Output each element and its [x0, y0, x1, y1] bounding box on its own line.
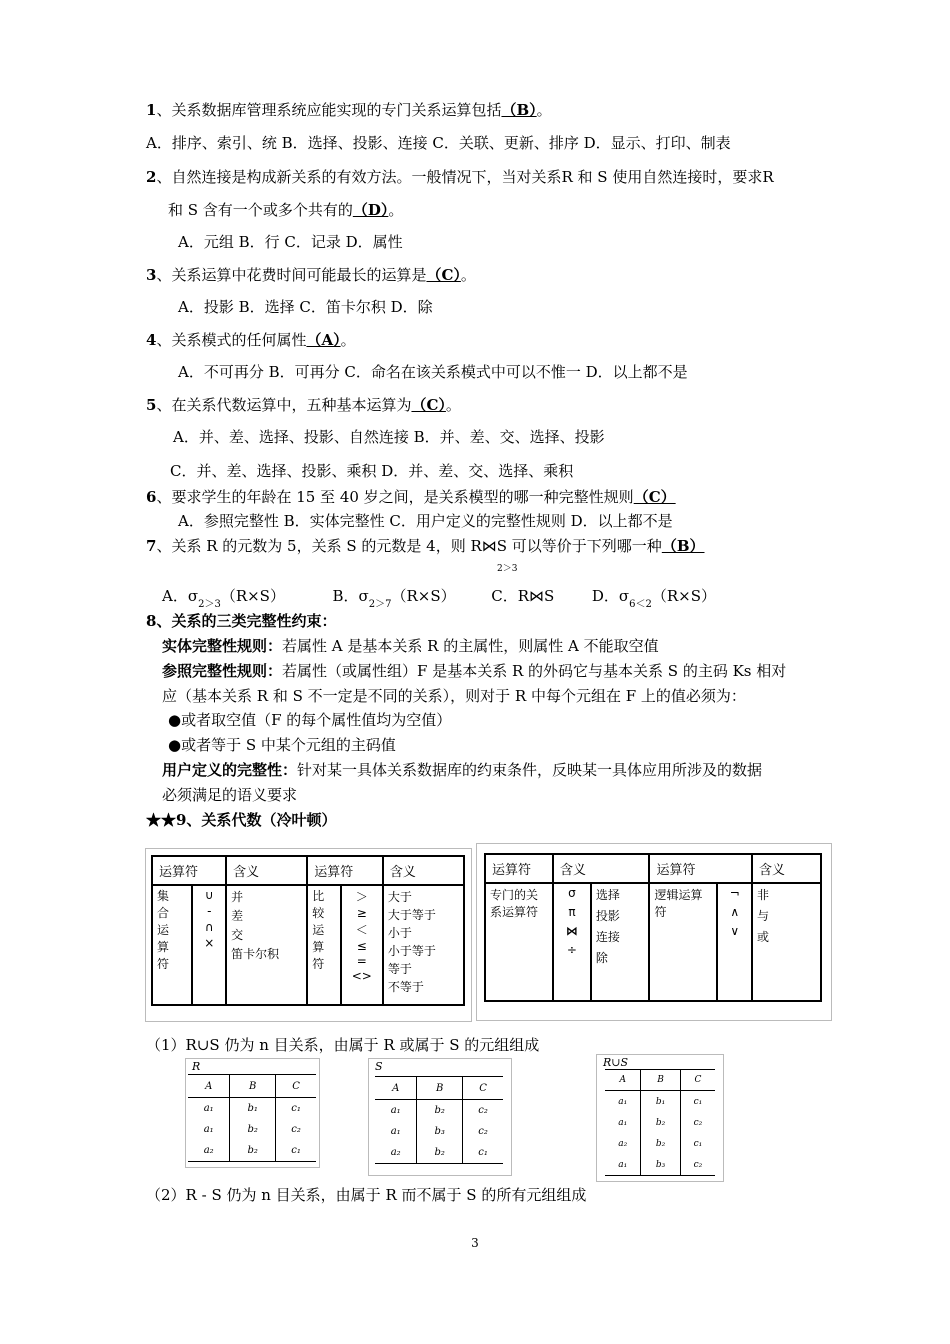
operator-meaning: 差	[231, 909, 244, 923]
answer: （B）	[501, 101, 537, 119]
operator-symbol: =	[356, 954, 367, 968]
question-number: 4	[146, 331, 157, 349]
relation-name: R∪S	[603, 1056, 629, 1069]
operator-meaning: 小于等于	[387, 944, 436, 958]
subscript: 2＞7	[368, 599, 392, 610]
option-a: A．σ	[162, 587, 199, 605]
section-heading: ★★9、关系代数（冷叶顿）	[146, 811, 337, 829]
operator-symbol: ∪	[204, 888, 214, 902]
cell: a₁	[605, 1154, 641, 1176]
cell: a₁	[390, 1105, 401, 1116]
answer: （A）	[306, 331, 341, 349]
option-a-expr: （R×S）	[220, 587, 285, 605]
option-b-expr: （R×S）	[391, 587, 456, 605]
group-label: 比较运算符	[312, 889, 325, 971]
answer: （C）	[411, 396, 446, 414]
cell: c₁	[276, 1098, 316, 1120]
header-cell: 含义	[383, 856, 464, 885]
option-d: D．σ	[591, 587, 630, 605]
cell: c₂	[463, 1100, 503, 1122]
cell: b₂	[230, 1140, 276, 1162]
question-5	[146, 395, 461, 415]
cell: c₂	[680, 1154, 715, 1176]
cell: c₂	[276, 1119, 316, 1140]
cell: c₁	[276, 1140, 316, 1162]
cell: b₃	[417, 1121, 463, 1142]
question-5-options-1: A．并、差、选择、投影、自然连接 B．并、差、交、选择、投影	[173, 428, 605, 446]
operator-symbol: ×	[204, 936, 215, 950]
relation-s	[368, 1058, 512, 1176]
term-label: 参照完整性规则：	[162, 662, 283, 680]
operator-meaning: 投影	[595, 909, 620, 923]
subscript: 6＜2	[629, 599, 652, 610]
table-row	[605, 1154, 715, 1176]
punct: 。	[340, 331, 356, 349]
term-label: 用户定义的完整性：	[162, 761, 298, 779]
operator-table-2-frame	[476, 843, 832, 1021]
operator-symbol: ⋈	[565, 924, 578, 938]
question-number: 8	[146, 612, 157, 630]
group-label: 专门的关系运算符	[485, 883, 553, 1001]
operator-symbol: ≥	[356, 906, 367, 920]
group-label: 集合运算符	[157, 889, 170, 971]
operator-table-1-frame	[145, 848, 472, 1022]
question-number: 6	[146, 488, 157, 506]
table-row	[188, 1119, 316, 1140]
term-text: 针对某一具体关系数据库的约束条件，反映某一具体应用所涉及的数据	[297, 761, 763, 779]
cell: b₃	[641, 1154, 680, 1176]
operator-symbol: -	[207, 904, 212, 918]
operator-meaning: 小于	[387, 926, 412, 940]
cell: a₁	[618, 1117, 628, 1128]
punct: 。	[445, 396, 461, 414]
header-cell: 运算符	[649, 854, 752, 883]
operator-meaning: 除	[595, 951, 608, 965]
column-header: B	[641, 1070, 680, 1091]
column-header: C	[276, 1075, 316, 1098]
operator-symbol: ∩	[204, 920, 214, 934]
header-cell: 运算符	[152, 856, 226, 885]
question-text: 、关系 R 的元数为 5，关系 S 的元数是 4，则 R⋈S 可以等价于下列哪一种	[156, 537, 662, 555]
question-number: 7	[146, 537, 157, 555]
column-header: A	[605, 1070, 641, 1091]
question-4-options: A．不可再分 B．可再分 C．命名在该关系模式中可以不惟一 D．以上都不是	[178, 363, 688, 381]
column-header: A	[375, 1077, 417, 1100]
subscript: 2＞3	[198, 599, 221, 610]
cell: b₂	[641, 1133, 680, 1154]
question-text: 、要求学生的年龄在 15 至 40 岁之间，是关系模型的哪一种完整性规则	[156, 488, 634, 506]
relation-name: S	[375, 1060, 383, 1073]
answer: （C）	[426, 266, 461, 284]
option-c: C．R⋈S	[491, 587, 555, 605]
table-row	[605, 1091, 715, 1113]
header-cell: 运算符	[307, 856, 383, 885]
user-integrity	[162, 760, 762, 780]
option-d-expr: （R×S）	[651, 587, 716, 605]
question-text: 和 S 含有一个或多个共有的	[168, 201, 353, 219]
table-row	[605, 1133, 715, 1154]
cell: a₂	[188, 1140, 230, 1162]
group-label: 逻辑运算符	[649, 883, 717, 1001]
operator-symbol: <>	[351, 969, 372, 983]
page-number: 3	[471, 1236, 479, 1250]
bullet-item: ●或者等于 S 中某个元组的主码值	[168, 736, 396, 754]
operator-table-2	[484, 853, 822, 1002]
question-5-options-2: C．并、差、选择、投影、乘积 D．并、差、交、选择、乘积	[170, 462, 574, 480]
cell: a₁	[390, 1126, 401, 1137]
question-text: 、关系模式的任何属性	[156, 331, 307, 349]
header-cell: 含义	[226, 856, 307, 885]
cell: b₂	[230, 1119, 276, 1140]
cell: a₁	[203, 1103, 214, 1114]
answer: （D）	[352, 201, 389, 219]
operator-meaning: 并	[231, 890, 244, 904]
option-b: B．σ	[332, 587, 369, 605]
operator-symbol: ≤	[356, 939, 367, 953]
union-description: （1）R∪S 仍为 n 目关系，由属于 R 或属于 S 的元组组成	[146, 1036, 540, 1054]
question-6-options: A．参照完整性 B．实体完整性 C．用户定义的完整性规则 D．以上都不是	[178, 512, 673, 530]
question-2	[146, 167, 774, 187]
operator-meaning: 与	[757, 909, 770, 923]
question-8	[146, 611, 336, 631]
term-text: 若属性（或属性组）F 是基本关系 R 的外码它与基本关系 S 的主码 Ks 相对	[282, 662, 787, 680]
operator-meaning: 或	[757, 930, 770, 944]
operator-meaning: 连接	[595, 930, 620, 944]
operator-meaning: 非	[757, 888, 770, 902]
relation-name: R	[192, 1060, 201, 1073]
question-4	[146, 330, 356, 350]
answer: （C）	[633, 488, 676, 506]
question-text: 、关系数据库管理系统应能实现的专门关系运算包括	[156, 101, 502, 119]
punct: 。	[388, 201, 404, 219]
join-condition: 2＞3	[497, 564, 518, 574]
header-cell: 含义	[553, 854, 649, 883]
column-header: B	[417, 1077, 463, 1100]
question-1-options: A．排序、索引、统 B．选择、投影、连接 C．关联、更新、排序 D．显示、打印、制表	[146, 134, 731, 152]
question-text: 、关系的三类完整性约束：	[156, 612, 337, 630]
question-2-continued	[168, 200, 403, 220]
question-number: 2	[146, 168, 157, 186]
answer: （B）	[661, 537, 705, 555]
column-header: C	[680, 1070, 715, 1091]
operator-symbol: ∨	[730, 924, 740, 938]
operator-symbol: ÷	[566, 943, 577, 957]
table-row	[188, 1140, 316, 1162]
question-1	[146, 100, 552, 120]
column-header: C	[463, 1077, 503, 1100]
operator-meaning: 不等于	[387, 980, 424, 994]
entity-integrity	[162, 636, 659, 656]
operator-meaning: 等于	[387, 962, 412, 976]
operator-symbol: ¬	[729, 886, 740, 900]
difference-description: （2）R - S 仍为 n 目关系，由属于 R 而不属于 S 的所有元组组成	[146, 1186, 587, 1204]
question-3-options: A．投影 B．选择 C．笛卡尔积 D．除	[178, 298, 433, 316]
question-6	[146, 487, 676, 507]
operator-meaning: 大于等于	[387, 908, 436, 922]
cell: b₁	[641, 1091, 680, 1113]
table-row	[188, 1098, 316, 1120]
question-7	[146, 536, 705, 556]
table-row	[375, 1142, 503, 1164]
operator-meaning: 选择	[595, 888, 620, 902]
user-integrity-cont: 必须满足的语义要求	[162, 786, 298, 804]
cell: b₂	[417, 1100, 463, 1122]
operator-symbol: ＞	[355, 890, 368, 904]
cell: a₁	[203, 1124, 214, 1135]
cell: a₂	[618, 1138, 628, 1149]
operator-meaning: 大于	[387, 890, 412, 904]
relation-r	[185, 1058, 320, 1168]
operator-symbol: ∧	[730, 905, 740, 919]
punct: 。	[536, 101, 552, 119]
question-text: 、关系运算中花费时间可能最长的运算是	[156, 266, 427, 284]
referential-integrity-cont: 应（基本关系 R 和 S 不一定是不同的关系），则对于 R 中每个元组在 F 上的值必须为：	[162, 687, 746, 705]
cell: c₁	[680, 1133, 715, 1154]
header-cell: 含义	[752, 854, 821, 883]
operator-symbol: ＜	[355, 923, 368, 937]
table-row	[375, 1121, 503, 1142]
operator-symbol: π	[568, 905, 576, 919]
question-number: 1	[146, 101, 157, 119]
cell: b₁	[230, 1098, 276, 1120]
punct: 。	[460, 266, 476, 284]
cell: a₁	[618, 1096, 628, 1107]
term-text: 若属性 A 是基本关系 R 的主属性，则属性 A 不能取空值	[282, 637, 659, 655]
question-3	[146, 265, 476, 285]
operator-meaning: 交	[231, 928, 244, 942]
cell: c₁	[680, 1091, 715, 1113]
cell: a₂	[375, 1142, 417, 1164]
term-label: 实体完整性规则：	[162, 637, 283, 655]
operator-table-1	[151, 855, 465, 1006]
question-number: 5	[146, 396, 157, 414]
relation-union	[596, 1054, 724, 1182]
operator-meaning: 笛卡尔积	[231, 947, 280, 961]
question-number: 3	[146, 266, 157, 284]
table-row	[375, 1100, 503, 1122]
operator-symbol: σ	[568, 886, 576, 900]
cell: c₂	[463, 1121, 503, 1142]
question-text: 、自然连接是构成新关系的有效方法。一般情况下，当对关系R 和 S 使用自然连接时，要求R	[156, 168, 774, 186]
question-2-options: A．元组 B．行 C．记录 D．属性	[178, 233, 403, 251]
column-header: A	[188, 1075, 230, 1098]
header-cell: 运算符	[485, 854, 553, 883]
cell: b₂	[641, 1112, 680, 1133]
question-text: 、在关系代数运算中，五种基本运算为	[156, 396, 412, 414]
cell: b₂	[417, 1142, 463, 1164]
question-7-options	[162, 586, 716, 609]
bullet-item: ●或者取空值（F 的每个属性值均为空值）	[168, 711, 452, 729]
column-header: B	[230, 1075, 276, 1098]
cell: c₂	[680, 1112, 715, 1133]
table-row	[605, 1112, 715, 1133]
referential-integrity	[162, 661, 786, 681]
cell: c₁	[463, 1142, 503, 1164]
